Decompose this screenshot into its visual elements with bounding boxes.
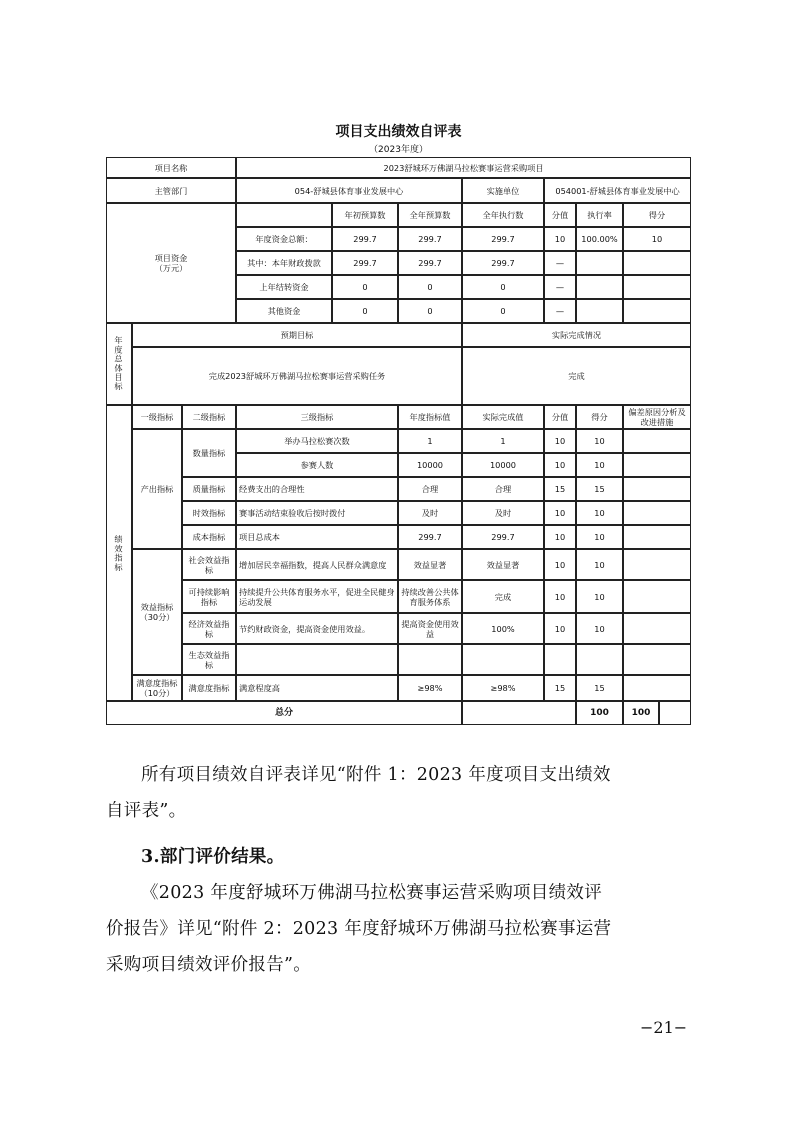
score-2: 15 bbox=[544, 477, 576, 501]
indicator-header-3: 年度指标值 bbox=[398, 405, 462, 429]
funds-row-1-col-0: 299.7 bbox=[332, 251, 398, 275]
score-9: 15 bbox=[544, 675, 576, 701]
funds-row-0-col-4: 100.00% bbox=[576, 227, 623, 251]
level3-indicator-8 bbox=[236, 644, 398, 675]
funds-row-2-col-2: 0 bbox=[462, 275, 544, 299]
table-title: 项目支出绩效自评表 bbox=[335, 124, 462, 140]
funds-row-3-col-1: 0 bbox=[398, 299, 462, 323]
label-expected-goal: 预期目标 bbox=[132, 323, 462, 347]
deviation-note-1 bbox=[623, 453, 691, 477]
indicator-header-7: 偏差原因分析及改进措施 bbox=[623, 405, 691, 429]
funds-row-3-col-0: 0 bbox=[332, 299, 398, 323]
paragraph-attachment-2-line-3: 采购项目绩效评价报告”。 bbox=[106, 955, 312, 975]
label-impl-unit: 实施单位 bbox=[462, 178, 544, 203]
label-performance-indicators: 绩效指标 bbox=[106, 405, 132, 701]
dept-value: 054-舒城县体育事业发展中心 bbox=[236, 178, 462, 203]
actual-value-8 bbox=[462, 644, 544, 675]
actual-value-4: 299.7 bbox=[462, 525, 544, 549]
level2-indicator-3: 成本指标 bbox=[182, 525, 236, 549]
actual-value-9: ≥98% bbox=[462, 675, 544, 701]
level2-indicator-1: 质量指标 bbox=[182, 477, 236, 501]
level3-indicator-2: 经费支出的合理性 bbox=[236, 477, 398, 501]
funds-row-3-col-5 bbox=[623, 299, 691, 323]
level3-indicator-3: 赛事活动结束验收后按时拨付 bbox=[236, 501, 398, 525]
funds-row-3-col-4 bbox=[576, 299, 623, 323]
funds-row-0-col-2: 299.7 bbox=[462, 227, 544, 251]
level3-indicator-9: 满意程度高 bbox=[236, 675, 398, 701]
total-got-score: 100 bbox=[623, 701, 659, 725]
funds-header-2: 全年执行数 bbox=[462, 203, 544, 227]
deviation-note-5 bbox=[623, 549, 691, 580]
got-score-5: 10 bbox=[576, 549, 623, 580]
annual-target-3: 及时 bbox=[398, 501, 462, 525]
level2-indicator-0: 数量指标 bbox=[182, 429, 236, 477]
funds-row-label-2: 上年结转资金 bbox=[236, 275, 332, 299]
funds-row-3-col-3: — bbox=[544, 299, 576, 323]
project-name-value: 2023舒城环万佛湖马拉松赛事运营采购项目 bbox=[236, 157, 691, 178]
actual-value-7: 100% bbox=[462, 613, 544, 644]
score-8 bbox=[544, 644, 576, 675]
goal-expected-value: 完成2023舒城环万佛湖马拉松赛事运营采购任务 bbox=[132, 347, 462, 405]
score-1: 10 bbox=[544, 453, 576, 477]
annual-target-6: 持续改善公共体育服务体系 bbox=[398, 580, 462, 613]
level2-indicator-6: 经济效益指标 bbox=[182, 613, 236, 644]
level1-indicator-1: 效益指标 （30分） bbox=[132, 549, 182, 675]
annual-target-8 bbox=[398, 644, 462, 675]
funds-row-label-3: 其他资金 bbox=[236, 299, 332, 323]
annual-target-7: 提高资金使用效益 bbox=[398, 613, 462, 644]
label-project-name: 项目名称 bbox=[106, 157, 236, 178]
page-number: −21− bbox=[640, 1018, 688, 1037]
label-dept: 主管部门 bbox=[106, 178, 236, 203]
level3-indicator-4: 项目总成本 bbox=[236, 525, 398, 549]
total-score: 100 bbox=[576, 701, 623, 725]
performance-self-evaluation-table bbox=[106, 121, 691, 751]
funds-row-0-col-5: 10 bbox=[623, 227, 691, 251]
indicator-header-2: 三级指标 bbox=[236, 405, 398, 429]
got-score-7: 10 bbox=[576, 613, 623, 644]
funds-row-1-col-2: 299.7 bbox=[462, 251, 544, 275]
annual-target-2: 合理 bbox=[398, 477, 462, 501]
goal-actual-value: 完成 bbox=[462, 347, 691, 405]
total-blank bbox=[462, 701, 576, 725]
score-3: 10 bbox=[544, 501, 576, 525]
got-score-2: 15 bbox=[576, 477, 623, 501]
level1-indicator-0: 产出指标 bbox=[132, 429, 182, 549]
got-score-4: 10 bbox=[576, 525, 623, 549]
funds-row-0-col-1: 299.7 bbox=[398, 227, 462, 251]
funds-row-1-col-1: 299.7 bbox=[398, 251, 462, 275]
funds-row-0-col-3: 10 bbox=[544, 227, 576, 251]
funds-header-3: 分值 bbox=[544, 203, 576, 227]
level3-indicator-5: 增加居民幸福指数，提高人民群众满意度 bbox=[236, 549, 398, 580]
indicator-header-6: 得分 bbox=[576, 405, 623, 429]
actual-value-3: 及时 bbox=[462, 501, 544, 525]
got-score-9: 15 bbox=[576, 675, 623, 701]
actual-value-5: 效益显著 bbox=[462, 549, 544, 580]
got-score-3: 10 bbox=[576, 501, 623, 525]
actual-value-1: 10000 bbox=[462, 453, 544, 477]
paragraph-attachment-1-line-1: 所有项目绩效自评表详见“附件 1：2023 年度项目支出绩效 bbox=[141, 765, 611, 785]
actual-value-0: 1 bbox=[462, 429, 544, 453]
actual-value-6: 完成 bbox=[462, 580, 544, 613]
level3-indicator-1: 参赛人数 bbox=[236, 453, 398, 477]
got-score-6: 10 bbox=[576, 580, 623, 613]
label-total-score: 总分 bbox=[106, 701, 462, 725]
section-heading: 3.部门评价结果。 bbox=[141, 847, 285, 867]
deviation-note-0 bbox=[623, 429, 691, 453]
funds-row-3-col-2: 0 bbox=[462, 299, 544, 323]
deviation-note-2 bbox=[623, 477, 691, 501]
level3-indicator-0: 举办马拉松赛次数 bbox=[236, 429, 398, 453]
annual-target-0: 1 bbox=[398, 429, 462, 453]
score-4: 10 bbox=[544, 525, 576, 549]
funds-row-2-col-1: 0 bbox=[398, 275, 462, 299]
score-7: 10 bbox=[544, 613, 576, 644]
level2-indicator-8: 满意度指标 bbox=[182, 675, 236, 701]
level2-indicator-7: 生态效益指标 bbox=[182, 644, 236, 675]
level1-indicator-2: 满意度指标 （10分） bbox=[132, 675, 182, 701]
funds-header-1: 全年预算数 bbox=[398, 203, 462, 227]
funds-row-1-col-4 bbox=[576, 251, 623, 275]
total-note bbox=[659, 701, 691, 725]
table-year: （2023年度） bbox=[369, 145, 428, 155]
paragraph-attachment-1-line-2: 自评表”。 bbox=[106, 801, 187, 821]
funds-row-0-col-0: 299.7 bbox=[332, 227, 398, 251]
got-score-0: 10 bbox=[576, 429, 623, 453]
paragraph-attachment-2-line-1: 《2023 年度舒城环万佛湖马拉松赛事运营采购项目绩效评 bbox=[141, 883, 602, 903]
level2-indicator-2: 时效指标 bbox=[182, 501, 236, 525]
funds-row-1-col-3: — bbox=[544, 251, 576, 275]
indicator-header-5: 分值 bbox=[544, 405, 576, 429]
annual-target-9: ≥98% bbox=[398, 675, 462, 701]
deviation-note-9 bbox=[623, 675, 691, 701]
deviation-note-6 bbox=[623, 580, 691, 613]
level3-indicator-6: 持续提升公共体育服务水平，促进全民健身运动发展 bbox=[236, 580, 398, 613]
deviation-note-3 bbox=[623, 501, 691, 525]
funds-corner bbox=[236, 203, 332, 227]
level2-indicator-4: 社会效益指标 bbox=[182, 549, 236, 580]
level2-indicator-5: 可持续影响指标 bbox=[182, 580, 236, 613]
score-0: 10 bbox=[544, 429, 576, 453]
actual-value-2: 合理 bbox=[462, 477, 544, 501]
funds-row-2-col-5 bbox=[623, 275, 691, 299]
annual-target-5: 效益显著 bbox=[398, 549, 462, 580]
annual-target-4: 299.7 bbox=[398, 525, 462, 549]
impl-unit-value: 054001-舒城县体育事业发展中心 bbox=[544, 178, 691, 203]
funds-row-label-1: 其中：本年财政拨款 bbox=[236, 251, 332, 275]
funds-row-label-0: 年度资金总额： bbox=[236, 227, 332, 251]
indicator-header-4: 实际完成值 bbox=[462, 405, 544, 429]
funds-row-2-col-0: 0 bbox=[332, 275, 398, 299]
funds-row-2-col-3: — bbox=[544, 275, 576, 299]
deviation-note-7 bbox=[623, 613, 691, 644]
score-5: 10 bbox=[544, 549, 576, 580]
funds-row-2-col-4 bbox=[576, 275, 623, 299]
deviation-note-4 bbox=[623, 525, 691, 549]
level3-indicator-7: 节约财政资金，提高资金使用效益。 bbox=[236, 613, 398, 644]
label-actual-status: 实际完成情况 bbox=[462, 323, 691, 347]
deviation-note-8 bbox=[623, 644, 691, 675]
got-score-8 bbox=[576, 644, 623, 675]
funds-header-0: 年初预算数 bbox=[332, 203, 398, 227]
label-annual-goal: 年度总体目标 bbox=[106, 323, 132, 405]
funds-header-5: 得分 bbox=[623, 203, 691, 227]
indicator-header-0: 一级指标 bbox=[132, 405, 182, 429]
paragraph-attachment-2-line-2: 价报告》详见“附件 2：2023 年度舒城环万佛湖马拉松赛事运营 bbox=[106, 919, 612, 939]
annual-target-1: 10000 bbox=[398, 453, 462, 477]
funds-header-4: 执行率 bbox=[576, 203, 623, 227]
score-6: 10 bbox=[544, 580, 576, 613]
got-score-1: 10 bbox=[576, 453, 623, 477]
label-funds: 项目资金 （万元） bbox=[106, 203, 236, 323]
funds-row-1-col-5 bbox=[623, 251, 691, 275]
indicator-header-1: 二级指标 bbox=[182, 405, 236, 429]
